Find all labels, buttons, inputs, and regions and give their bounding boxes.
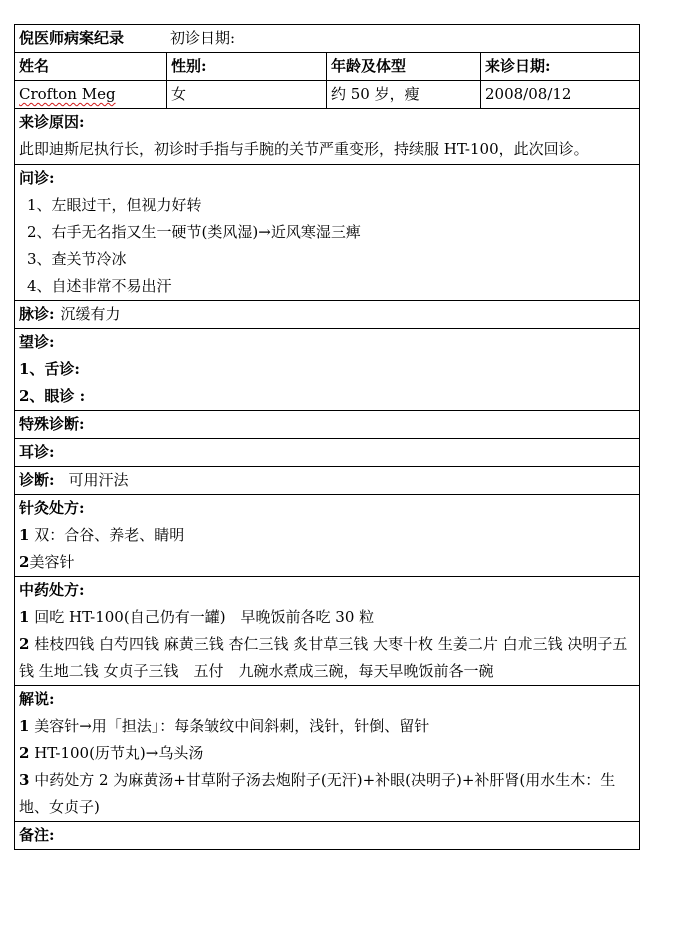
reason-row bbox=[15, 109, 640, 165]
acupuncture-row bbox=[15, 495, 640, 577]
inquiry-item: 4、自述非常不易出汗 bbox=[27, 277, 172, 295]
diagnosis-text: 可用汗法 bbox=[68, 471, 129, 489]
age-label: 年龄及体型 bbox=[327, 53, 481, 81]
pulse-row bbox=[15, 301, 640, 329]
acupuncture-item: 1 双：合谷、养老、睛明 bbox=[19, 526, 185, 544]
reason-label: 来诊原因: bbox=[19, 113, 85, 131]
inquiry-item: 2、右手无名指又生一硬节(类风湿)→近风寒湿三痺 bbox=[27, 223, 361, 241]
explanation-item: 1 美容针→用「担法」：每条皱纹中间斜刺，浅针，针倒、留针 bbox=[19, 717, 430, 735]
record-title: 倪医师病案纪录 bbox=[19, 29, 125, 47]
explanation-item: 3 中药处方 2 为麻黄汤+甘草附子汤去炮附子(无汗)+补眼(决明子)+补肝肾(用水生木：生地、女贞子) bbox=[19, 771, 616, 816]
herbal-row bbox=[15, 577, 640, 686]
date-label: 来诊日期: bbox=[481, 53, 640, 81]
remarks-row bbox=[15, 822, 640, 850]
diagnosis-label: 诊断: bbox=[19, 471, 55, 489]
patient-name: Crofton Meg bbox=[19, 85, 116, 103]
inspection-label: 望诊: bbox=[19, 333, 55, 351]
inquiry-label: 问诊: bbox=[19, 169, 55, 187]
herbal-cell bbox=[15, 577, 640, 686]
name-cell bbox=[15, 81, 167, 109]
acupuncture-cell bbox=[15, 495, 640, 577]
patient-values-row bbox=[15, 81, 640, 109]
reason-cell bbox=[15, 109, 640, 165]
inquiry-row bbox=[15, 165, 640, 301]
header-row bbox=[15, 25, 640, 53]
ear-row bbox=[15, 439, 640, 467]
remarks-label: 备注: bbox=[15, 822, 640, 850]
patient-labels-row bbox=[15, 53, 640, 81]
pulse-text: 沉缓有力 bbox=[60, 305, 121, 323]
explanation-item: 2 HT-100(历节丸)→乌头汤 bbox=[19, 744, 204, 762]
explanation-row bbox=[15, 686, 640, 822]
ear-label: 耳诊: bbox=[15, 439, 640, 467]
visit-date: 2008/08/12 bbox=[481, 81, 640, 109]
inquiry-item: 3、查关节冷冰 bbox=[27, 250, 127, 268]
diagnosis-row bbox=[15, 467, 640, 495]
inspection-cell bbox=[15, 329, 640, 411]
pulse-label: 脉诊: bbox=[19, 305, 55, 323]
patient-age: 约 50 岁，瘦 bbox=[327, 81, 481, 109]
inquiry-cell bbox=[15, 165, 640, 301]
inquiry-item: 1、左眼过干，但视力好转 bbox=[27, 196, 202, 214]
acupuncture-item: 2美容针 bbox=[19, 553, 75, 571]
acupuncture-label: 针灸处方: bbox=[19, 499, 85, 517]
diagnosis-cell bbox=[15, 467, 640, 495]
explanation-cell bbox=[15, 686, 640, 822]
reason-text: 此即迪斯尼执行长，初诊时手指与手腕的关节严重变形，持续服 HT-100，此次回诊。 bbox=[19, 140, 589, 158]
inspection-row bbox=[15, 329, 640, 411]
inquiry-list bbox=[19, 192, 635, 300]
eye-inspection: 2、眼诊 : bbox=[19, 387, 86, 405]
tongue-inspection: 1、舌诊: bbox=[19, 360, 80, 378]
header-cell bbox=[15, 25, 640, 53]
first-visit-label: 初诊日期: bbox=[170, 29, 236, 47]
herbal-label: 中药处方: bbox=[19, 581, 85, 599]
herbal-item: 1 回吃 HT-100(自己仍有一罐) 早晚饭前各吃 30 粒 bbox=[19, 608, 375, 626]
patient-gender: 女 bbox=[167, 81, 327, 109]
herbal-item: 2 桂枝四钱 白芍四钱 麻黄三钱 杏仁三钱 炙甘草三钱 大枣十枚 生姜二片 白朮三钱 决明子五钱 生地二钱 女贞子三钱 五付 九碗水煮成三碗，每天早晚饭前各一碗 bbox=[19, 635, 628, 680]
explanation-label: 解说: bbox=[19, 690, 55, 708]
gender-label: 性别: bbox=[167, 53, 327, 81]
special-label: 特殊诊断: bbox=[15, 411, 640, 439]
name-label: 姓名 bbox=[15, 53, 167, 81]
pulse-cell bbox=[15, 301, 640, 329]
medical-record-table bbox=[14, 24, 640, 850]
special-row bbox=[15, 411, 640, 439]
